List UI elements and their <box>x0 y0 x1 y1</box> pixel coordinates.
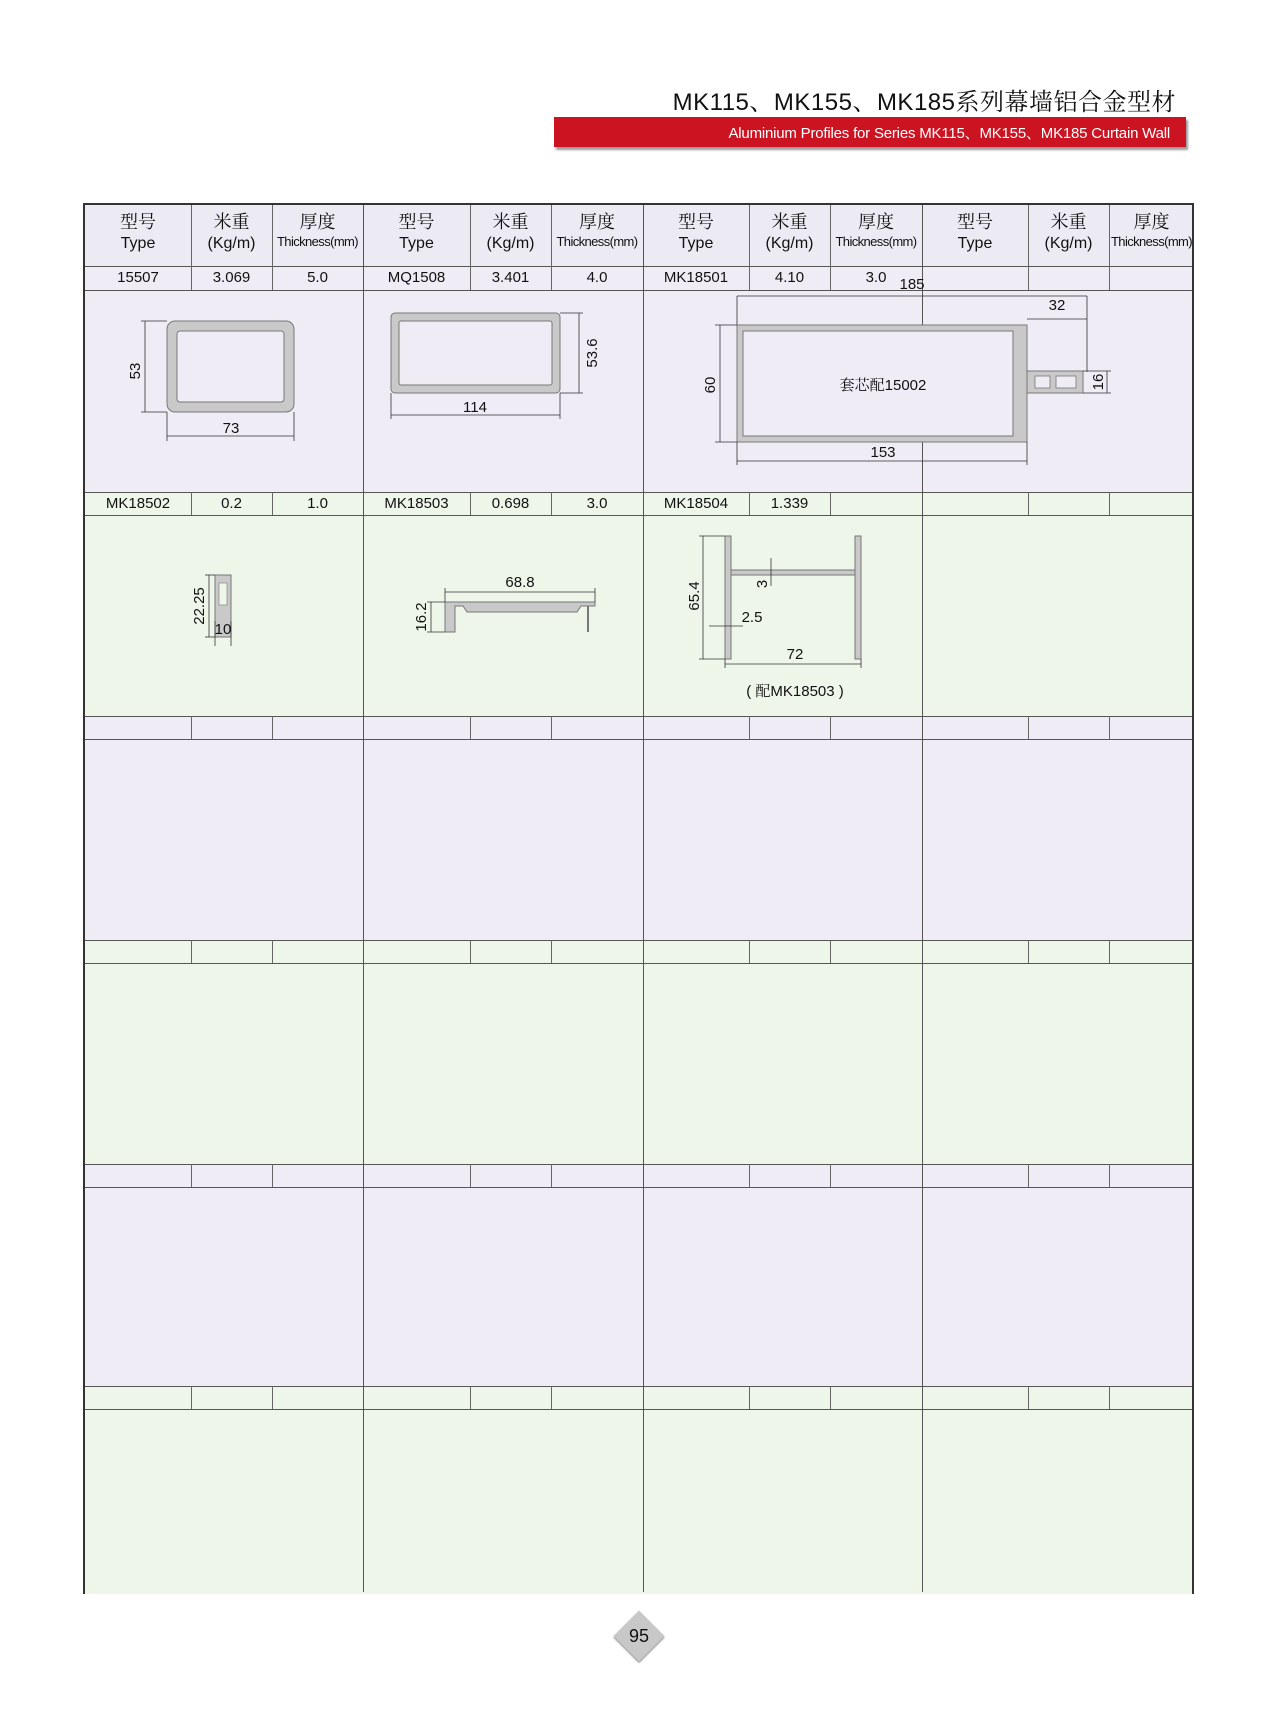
header-type <box>363 211 470 254</box>
subcolumn-line <box>272 1164 273 1187</box>
profile-drawing-MK18504 <box>643 516 922 716</box>
cell-model: MK18503 <box>384 495 449 512</box>
header-weight <box>749 211 830 254</box>
header-type-en: Type <box>399 234 434 252</box>
band-5 <box>85 1164 1192 1386</box>
subcolumn-line <box>272 940 273 963</box>
title-banner <box>554 117 1186 147</box>
profile-drawing-MQ1508 <box>363 291 643 491</box>
dim-overall: 185 <box>899 276 925 293</box>
header-weight-cn: 米重 <box>1050 212 1087 232</box>
page-number: 95 <box>628 1626 650 1646</box>
cell-weight: 0.2 <box>221 495 242 512</box>
profile-drawing-MK18501 <box>643 267 1174 491</box>
subcolumn-line <box>830 492 831 515</box>
header-thickness <box>272 211 363 250</box>
subcolumn-line <box>749 1164 750 1187</box>
header-type <box>643 211 749 254</box>
subcolumn-line <box>749 716 750 739</box>
subcolumn-line <box>191 940 192 963</box>
cell-model: MK18502 <box>105 495 171 512</box>
subcolumn-line <box>1028 716 1029 739</box>
row-line <box>85 940 1192 941</box>
dim-height: 65.4 <box>686 581 703 611</box>
subcolumn-line <box>191 716 192 739</box>
cell-thickness: 1.0 <box>307 495 328 512</box>
page-title: MK115、MK155、MK185系列幕墙铝合金型材 <box>672 89 1176 116</box>
header-weight-en: (Kg/m) <box>207 234 256 252</box>
band-6 <box>85 1386 1192 1594</box>
page-subtitle: Aluminium Profiles for Series MK115、MK155、MK185 Curtain Wall <box>728 125 1170 142</box>
subcolumn-line <box>1028 1164 1029 1187</box>
dim-height: 16.2 <box>413 602 430 632</box>
cell-thickness: 3.0 <box>586 495 608 512</box>
header-type-cn: 型号 <box>678 212 714 232</box>
subcolumn-line <box>830 1386 831 1409</box>
header-type-en: Type <box>678 234 714 252</box>
header-weight-en: (Kg/m) <box>765 234 814 252</box>
dim-side: 32 <box>1048 297 1066 314</box>
header-thickness <box>551 211 643 250</box>
dim-t1: 3 <box>754 579 771 589</box>
drawing-note: 套芯配15002 <box>839 377 927 394</box>
header-type <box>85 211 191 254</box>
header-type-cn: 型号 <box>957 212 993 232</box>
dim-width: 10 <box>214 621 232 638</box>
drawing-note: ( 配MK18503 ) <box>746 683 844 700</box>
profile-drawing-MK18503 <box>363 516 643 716</box>
header-weight <box>470 211 551 254</box>
cell-weight: 3.401 <box>491 269 530 286</box>
header-thickness-en: Thickness(mm) <box>835 233 917 249</box>
dim-slot: 16 <box>1090 373 1107 391</box>
subcolumn-line <box>1109 940 1110 963</box>
row-line <box>85 739 1192 740</box>
subcolumn-line <box>551 1164 552 1187</box>
cell-model: MQ1508 <box>387 269 446 286</box>
subcolumn-line <box>272 1386 273 1409</box>
subcolumn-line <box>551 940 552 963</box>
subcolumn-line <box>1028 940 1029 963</box>
subcolumn-line <box>1028 1386 1029 1409</box>
header-thickness-en: Thickness(mm) <box>556 233 638 249</box>
dim-height: 53 <box>127 362 144 380</box>
subcolumn-line <box>470 1164 471 1187</box>
header-weight-en: (Kg/m) <box>486 234 535 252</box>
header-type <box>922 211 1028 254</box>
dim-height: 53.6 <box>584 338 601 368</box>
header-weight <box>1028 211 1109 254</box>
dim-t2: 2.5 <box>741 609 763 626</box>
cell-model: MK18501 <box>663 269 729 286</box>
header-weight-cn: 米重 <box>213 212 250 232</box>
subcolumn-line <box>749 940 750 963</box>
subcolumn-line <box>830 716 831 739</box>
subcolumn-line <box>749 1386 750 1409</box>
band-4 <box>85 940 1192 1164</box>
subcolumn-line <box>830 1164 831 1187</box>
dim-bottom: 153 <box>870 444 896 461</box>
row-line <box>85 1187 1192 1188</box>
cell-thickness: 5.0 <box>307 269 328 286</box>
dim-width: 72 <box>786 646 804 663</box>
profile-table <box>83 203 1194 1594</box>
subcolumn-line <box>470 940 471 963</box>
profile-drawing-MK18502 <box>85 516 363 716</box>
subcolumn-line <box>272 716 273 739</box>
cell-model: 15507 <box>117 269 159 286</box>
header-thickness-cn: 厚度 <box>1133 212 1170 232</box>
dim-width: 68.8 <box>505 574 535 591</box>
cell-weight: 1.339 <box>770 495 809 512</box>
row-line <box>85 963 1192 964</box>
header-thickness-cn: 厚度 <box>579 212 615 232</box>
cell-model: MK18504 <box>663 495 729 512</box>
subcolumn-line <box>551 1386 552 1409</box>
cell-weight: 3.069 <box>212 269 251 286</box>
band-3 <box>85 716 1192 940</box>
header-thickness-cn: 厚度 <box>858 212 894 232</box>
dim-height: 60 <box>702 376 719 394</box>
header-weight-cn: 米重 <box>771 212 808 232</box>
subcolumn-line <box>551 716 552 739</box>
header-thickness-en: Thickness(mm) <box>276 233 359 249</box>
subcolumn-line <box>1109 716 1110 739</box>
header-thickness <box>830 211 922 250</box>
subcolumn-line <box>191 1386 192 1409</box>
subcolumn-line <box>470 1386 471 1409</box>
header-type-en: Type <box>120 234 156 252</box>
subcolumn-line <box>191 1164 192 1187</box>
header-thickness-cn: 厚度 <box>299 212 336 232</box>
header-type-en: Type <box>957 234 993 252</box>
page-number-badge <box>613 1610 665 1662</box>
subcolumn-line <box>1109 1386 1110 1409</box>
dim-width: 73 <box>222 420 240 437</box>
header-type-cn: 型号 <box>398 212 435 232</box>
row-line <box>85 1409 1192 1410</box>
cell-weight: 4.10 <box>774 269 805 286</box>
subcolumn-line <box>1028 492 1029 515</box>
dim-height: 22.25 <box>191 587 208 625</box>
subcolumn-line <box>1109 492 1110 515</box>
row-line <box>85 716 1192 717</box>
cell-thickness: 3.0 <box>865 269 887 286</box>
dim-width: 114 <box>463 399 487 416</box>
cell-thickness: 4.0 <box>586 269 608 286</box>
header-weight <box>191 211 272 254</box>
header-thickness-en: Thickness(mm) <box>1110 233 1193 249</box>
subcolumn-line <box>1109 1164 1110 1187</box>
row-line <box>85 1164 1192 1165</box>
profile-drawing-15507 <box>85 291 363 491</box>
header-thickness <box>1109 211 1194 250</box>
header-weight-cn: 米重 <box>492 212 529 232</box>
header-type-cn: 型号 <box>120 212 156 232</box>
cell-weight: 0.698 <box>491 495 530 512</box>
subcolumn-line <box>830 940 831 963</box>
header-weight-en: (Kg/m) <box>1044 234 1093 252</box>
row-line <box>85 1386 1192 1387</box>
subcolumn-line <box>470 716 471 739</box>
